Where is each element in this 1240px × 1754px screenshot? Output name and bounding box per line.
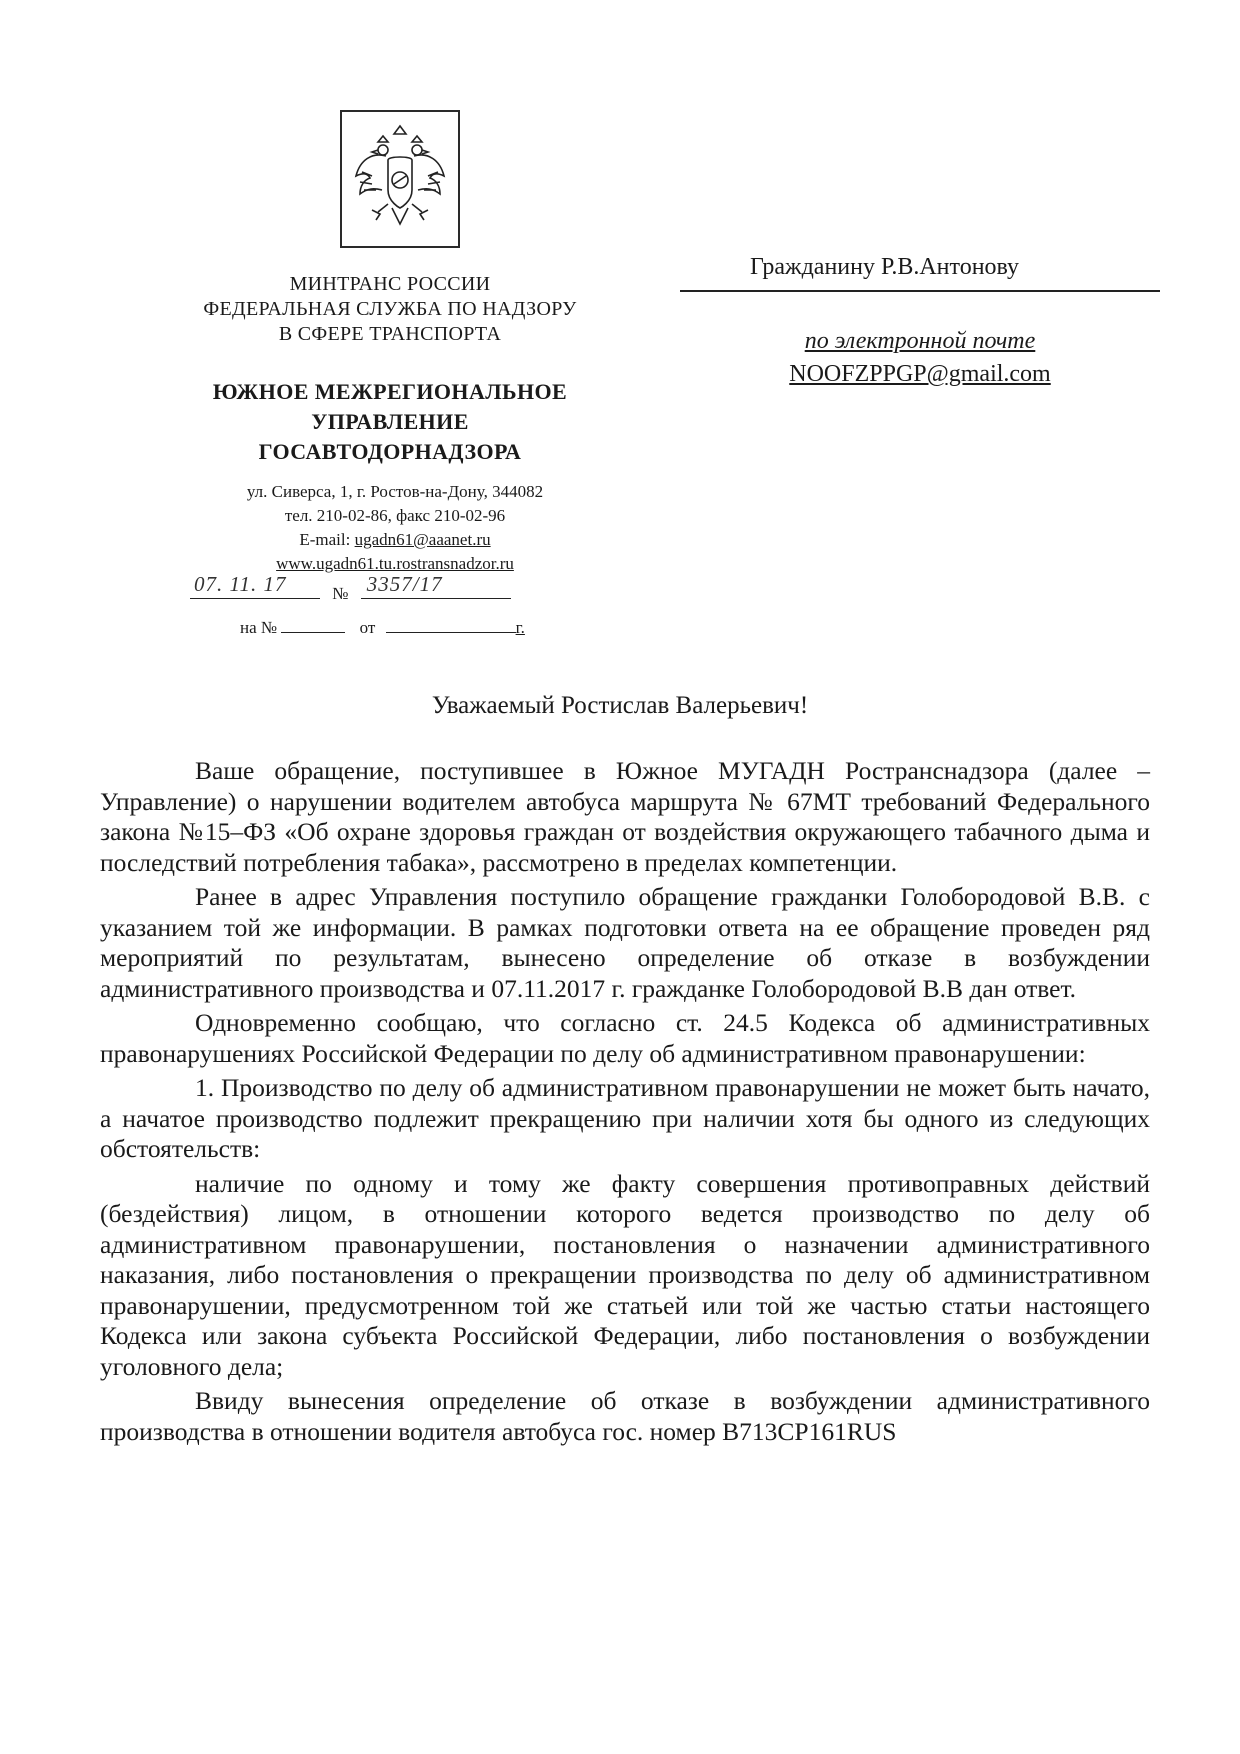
paragraph-complaint: Ваше обращение, поступившее в Южное МУГАДН Ространснадзора (далее – Управление) о нарушении водителем автобуса маршрута № 67МТ требований Федерального закона №15–ФЗ «Об охране здоровья граждан от воздействия окружающего табачного дыма и последствий потребления табака», рассмотрено в пределах компетенции. [100,756,1150,877]
ref-date-blank [386,614,516,633]
phone-fax: тел. 210-02-86, факс 210-02-96 [284,506,506,525]
paragraph-conclusion: Ввиду вынесения определение об отказе в возбуждении административного производства в отношении водителя автобуса гос. номер В713СР161RUS [100,1386,1150,1446]
salutation: Уважаемый Ростислав Валерьевич! [431,692,809,719]
paragraph-previous-appeal: Ранее в адрес Управления поступило обращение гражданки Голобородовой В.В. с указанием той же информации. В рамках подготовки ответа на ее обращение проведен ряд мероприятий по результатам, вынесено определение об отказе в возбуждении административного производства и 07.11.2017 г. гражданке Голобородовой В.В дан ответ. [100,882,1150,1003]
email-label: E-mail: [299,530,351,549]
reg-number-handwritten: 3357/17 [366,572,443,596]
paragraph-clause-1: 1. Производство по делу об административном правонарушении не может быть начато, а начатое производство подлежит прекращению при наличии хотя бы одного из следующих обстоятельств: [100,1073,1150,1163]
ministry-name: МИНТРАНС РОССИИ [289,273,491,295]
recipient-underline [680,290,1160,292]
double-headed-eagle-icon [342,112,458,246]
recipient-name: Гражданину Р.В.Антонову [750,254,1020,280]
email-row [190,528,600,552]
reference-line [240,614,640,638]
reg-number-field [361,572,511,599]
reg-date-field [190,572,320,599]
department-name-line2: УПРАВЛЕНИЕ [311,409,469,434]
ref-number-blank [281,614,345,633]
recipient-email-link[interactable]: NOOFZPPGP@gmail.com [789,361,1051,387]
department-name-line1: ЮЖНОЕ МЕЖРЕГИОНАЛЬНОЕ [212,379,568,404]
delivery-method: по электронной почте [804,328,1036,354]
registration-line [190,572,610,604]
coat-of-arms-emblem [340,110,460,248]
reg-date-handwritten: 07. 11. 17 [194,572,287,596]
department-header [160,377,620,467]
ref-number-label: на № [240,618,278,637]
service-name-line1: ФЕДЕРАЛЬНАЯ СЛУЖБА ПО НАДЗОРУ [203,298,577,320]
ref-year-suffix: г. [515,618,525,637]
organisation-header [160,272,620,347]
paragraph-article-intro: Одновременно сообщаю, что согласно ст. 24.5 Кодекса об административных правонарушениях Российской Федерации по делу об административном правонарушении: [100,1008,1150,1068]
org-website-link[interactable]: www.ugadn61.tu.rostransnadzor.ru [276,554,514,573]
service-name-line2: В СФЕРЕ ТРАНСПОРТА [278,323,502,345]
contact-block [190,480,600,576]
department-name-line3: ГОСАВТОДОРНАДЗОРА [258,439,522,464]
postal-address: ул. Сиверса, 1, г. Ростов-на-Дону, 344082 [246,482,544,501]
reg-number-label: № [332,584,349,603]
letter-body [100,756,1150,1451]
ref-date-label: от [359,618,376,637]
org-email-link[interactable]: ugadn61@aaanet.ru [354,530,491,549]
paragraph-circumstance: наличие по одному и тому же факту совершения противоправных действий (бездействия) лицом, в отношении которого ведется производство по делу об административном правонарушении, постановления о назначении административного наказания, либо постановления о прекращении производства по делу об административном правонарушении, предусмотренном той же статьей или той же частью статьи настоящего Кодекса или закона субъекта Российской Федерации, либо постановления о возбуждении уголовного дела; [100,1168,1150,1381]
